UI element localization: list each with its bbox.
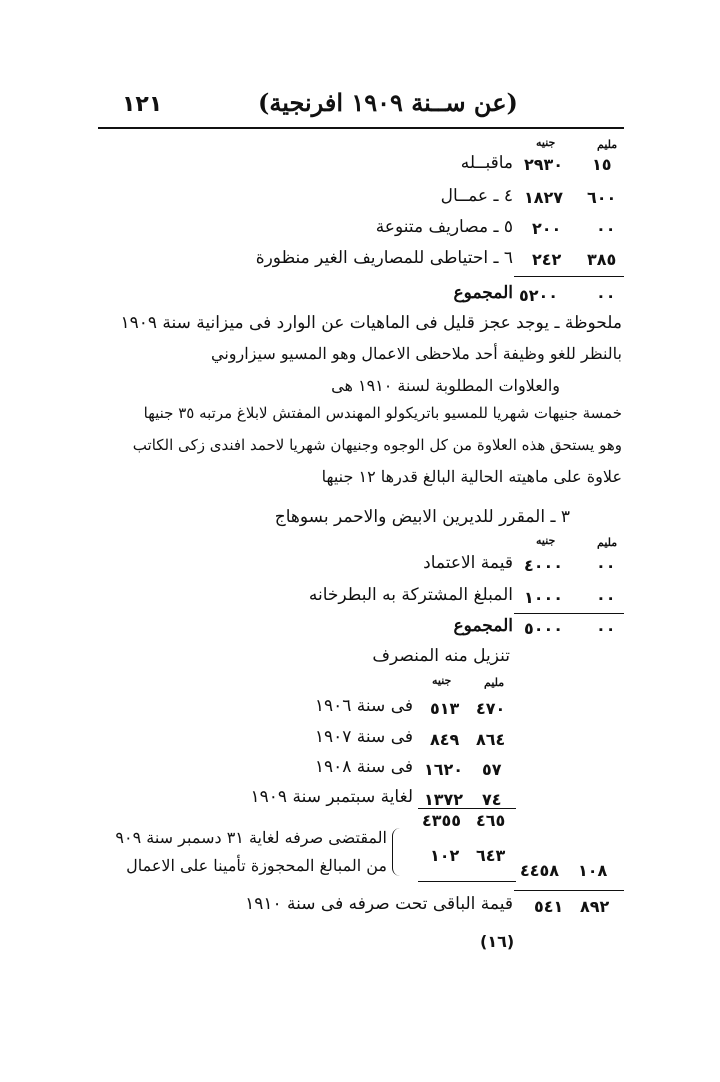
row-label: فى سنة ١٩٠٨ (314, 757, 413, 777)
remaining-millim: ٨٩٢ (580, 897, 610, 916)
note-line: علاوة على ماهيته الحالية البالغ قدرها ١٢ جنيها (321, 467, 622, 486)
section-title: ٣ ـ المقرر للديرين الابيض والاحمر بسوهاج (274, 507, 570, 527)
note-line: والعلاوات المطلوبة لسنة ١٩١٠ هى (331, 376, 560, 395)
subtotal-rule (418, 881, 516, 882)
row-millim: ١٥ (592, 155, 612, 174)
row-label: لغاية سبتمبر سنة ١٩٠٩ (250, 787, 413, 807)
row-pound: ٢٠٠ (532, 219, 562, 238)
subtotal-rule (514, 613, 624, 614)
subtotal-rule (418, 808, 516, 809)
row-pound: ١٣٧٢ (424, 790, 464, 809)
outer-pound: ٤٤٥٨ (520, 861, 560, 880)
total-label: المجموع (453, 616, 513, 636)
row-label: المبلغ المشتركة به البطرخانه (308, 585, 513, 605)
expected-pound: ١٠٢ (430, 846, 460, 865)
subtotal-pound: ٤٣٥٥ (422, 811, 462, 830)
subtotal-millim: ٤٦٥ (476, 811, 506, 830)
row-millim: ٥٧ (482, 760, 502, 779)
remaining-pound: ٥٤١ (534, 897, 564, 916)
row-label: فى سنة ١٩٠٧ (314, 727, 413, 747)
row-millim: ٠٠ (596, 588, 616, 607)
row-label: ماقبــله (460, 153, 513, 173)
row-millim: ٠٠ (596, 219, 616, 238)
outer-millim: ١٠٨ (578, 861, 608, 880)
brace (392, 828, 401, 876)
note-line: خمسة جنيهات شهريا للمسيو باتريكولو المهندس المفتش لابلاغ مرتبه ٣٥ جنيها (143, 404, 622, 422)
row-millim: ٧٤ (482, 790, 502, 809)
row-label: ٦ ـ احتياطى للمصاريف الغير منظورة (255, 248, 513, 268)
total-pound: ٥٠٠٠ (524, 619, 564, 638)
row-pound: ٥١٣ (430, 699, 460, 718)
pound-col-header: جنيه (536, 534, 556, 547)
row-millim: ٨٦٤ (476, 730, 506, 749)
row-millim: ٠٠ (596, 556, 616, 575)
total-label: المجموع (453, 283, 513, 303)
expected-millim: ٦٤٣ (476, 846, 506, 865)
row-label: ٥ ـ مصاريف متنوعة (375, 217, 513, 237)
row-millim: ٤٧٠ (476, 699, 506, 718)
page-number: ١٢١ (122, 92, 163, 117)
header-rule (98, 127, 624, 129)
total-millim: ٠٠ (596, 619, 616, 638)
sheet-number: (١٦) (480, 932, 515, 951)
pound-col-header: جنيه (536, 136, 556, 149)
subtotal-rule (514, 890, 624, 891)
row-pound: ٤٠٠٠ (524, 556, 564, 575)
subtotal-rule (514, 276, 624, 277)
deduct-title: تنزيل منه المنصرف (372, 646, 510, 666)
row-label: قيمة الاعتماد (423, 553, 513, 573)
pound-col-header: جنيه (432, 674, 452, 687)
row-pound: ١٠٠٠ (524, 588, 564, 607)
note-line: ملحوظة ـ يوجد عجز قليل فى الماهيات عن الوارد فى ميزانية سنة ١٩٠٩ (120, 313, 622, 333)
row-millim: ٦٠٠ (587, 188, 617, 207)
row-pound: ١٨٢٧ (524, 188, 564, 207)
row-label: ٤ ـ عمــال (440, 186, 513, 206)
note-line: وهو يستحق هذه العلاوة من كل الوجوه وجنيهان شهريا لاحمد افندى زكى الكاتب (132, 436, 622, 454)
page-title: (عن ســنة ١٩٠٩ افرنجية) (258, 88, 518, 117)
row-pound: ٨٤٩ (430, 730, 460, 749)
row-millim: ٣٨٥ (587, 250, 617, 269)
total-pound: ٥٢٠٠ (519, 286, 559, 305)
total-millim: ٠٠ (596, 286, 616, 305)
remaining-label: قيمة الباقى تحت صرفه فى سنة ١٩١٠ (245, 894, 513, 914)
row-pound: ١٦٢٠ (424, 760, 464, 779)
row-label: فى سنة ١٩٠٦ (314, 696, 413, 716)
expected-line: من المبالغ المحجوزة تأمينا على الاعمال (126, 856, 387, 875)
expected-line: المقتضى صرفه لغاية ٣١ دسمبر سنة ٩٠٩ (115, 828, 387, 847)
millim-col-header: مليم (484, 676, 505, 689)
row-pound: ٢٤٢ (532, 250, 562, 269)
note-line: بالنظر للغو وظيفة أحد ملاحظى الاعمال وهو المسيو سيزاروني (211, 344, 622, 363)
row-pound: ٢٩٣٠ (524, 155, 564, 174)
millim-col-header: مليم (597, 138, 618, 151)
millim-col-header: مليم (597, 536, 618, 549)
